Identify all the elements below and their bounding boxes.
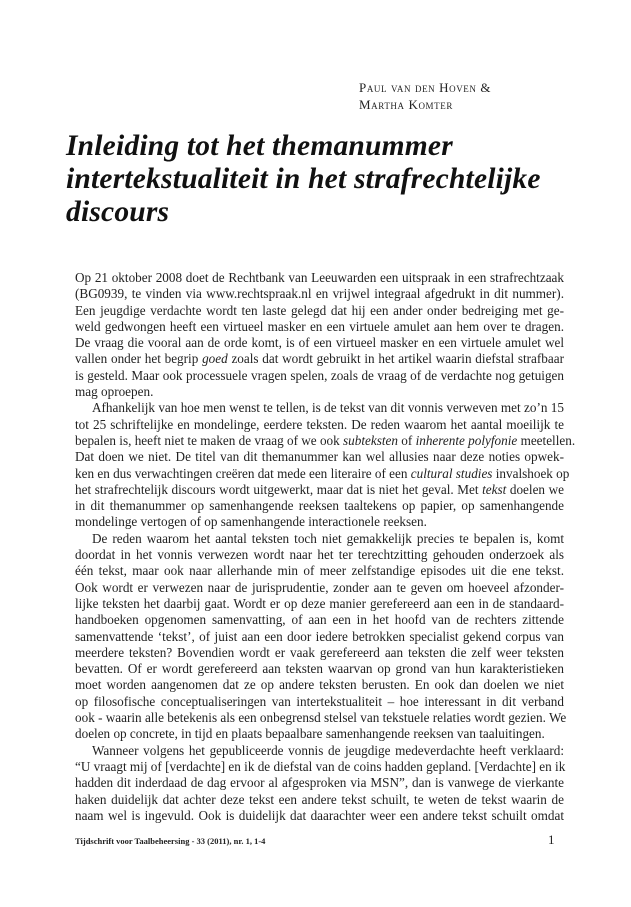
body-line: haken duidelijk dat achter deze tekst een andere tekst schuilt, te weten de tekst waarin de	[75, 791, 564, 807]
body-line: het strafrechtelijk discours wordt uitgewerkt, maar dat is niet het geval. Met tekst doelen we	[75, 481, 564, 497]
body-line: mondelinge vertogen of op samenhangende interactionele reeksen.	[75, 514, 427, 530]
body-line: mag oproepen.	[75, 384, 154, 400]
body-line: Afhankelijk van hoe men wenst te tellen, is de tekst van dit vonnis verweven met zo’n 15	[92, 400, 564, 416]
author-names	[359, 79, 491, 113]
title-line: Inleiding tot het themanummer	[66, 130, 453, 162]
body-line: lijke teksten het daarbij gaat. Wordt er op deze manier gerefereerd aan een in de standaard-	[75, 595, 564, 611]
body-line: moet worden aangenomen dat ze op andere teksten berusten. En ook dan doelen we niet	[75, 677, 564, 693]
body-line: doordat in het vonnis verwezen wordt naar het ter terechtzitting gehouden onderzoek als	[75, 547, 564, 563]
journal-citation: Tijdschrift voor Taalbeheersing - 33 (2011), nr. 1, 1-4	[75, 836, 266, 846]
body-line: Op 21 oktober 2008 doet de Rechtbank van Leeuwarden een uitspraak in een strafrechtzaak	[75, 270, 564, 285]
author-line: Paul van den Hoven &	[359, 80, 492, 95]
body-line: ken en dus verwachtingen creëren dat mede een literaire of een cultural studies invalshoek op	[75, 465, 570, 481]
body-line: Wanneer volgens het gepubliceerde vonnis de jeugdige medeverdachte heeft verklaard:	[92, 742, 564, 758]
body-line: meerdere teksten? Bovendien wordt er vaak gerefereerd aan teksten die zelf weer teksten	[75, 644, 564, 660]
title-line: intertekstualiteit in het strafrechtelijke	[66, 163, 541, 195]
body-line: op filosofische conceptualiseringen van intertekstualiteit – hoe interessant in dit verband	[75, 693, 564, 709]
body-line: één tekst, maar ook naar allerhande min of meer zelfstandige episodes uit die ene tekst.	[75, 563, 564, 579]
body-line: vallen onder het begrip goed zoals dat wordt gebruikt in het artikel waarin diefstal strafbaar	[75, 351, 564, 367]
body-line: naam wel is ingevuld. Ook is duidelijk dat daarachter weer een andere tekst schuilt omdat	[75, 807, 564, 823]
body-line: (BG0939, te vinden via www.rechtspraak.nl en vrijwel integraal afgedrukt in dit nummer).	[75, 286, 564, 302]
body-line: De reden waarom het aantal teksten toch niet gemakkelijk precies te bepalen is, komt	[92, 530, 564, 546]
body-line: “U vraagt mij of [verdachte] en ik de diefstal van de coins hadden gepland. [Verdachte] en ik	[75, 758, 566, 774]
article-title	[66, 130, 606, 229]
body-line: bepalen is, heeft niet te maken de vraag of we ook subteksten of inherente polyfonie meetellen.	[75, 432, 576, 448]
author-line: Martha Komter	[359, 97, 453, 112]
body-line: samenvattende ‘tekst’, of juist aan een door iedere betrokken specialist gekend corpus van	[75, 628, 564, 644]
title-line: discours	[66, 196, 170, 228]
body-line: Een jeugdige verdachte wordt ten laste gelegd dat hij een ander onder bedreiging met ge-	[75, 302, 564, 318]
body-line: handboeken opgenomen samenvatting, of aan een in het hoofd van de rechters zittende	[75, 612, 564, 628]
body-line: hadden dit inderdaad de dag ervoor al afgesproken via MSN”, dan is vanwege de vierkante	[75, 775, 564, 791]
article-body	[75, 270, 576, 824]
body-line: Dat doen we niet. De titel van dit themanummer kan wel allusies naar deze noties opwek-	[75, 449, 564, 465]
body-line: Ook wordt er verwezen naar de jurisprudentie, zonder aan te geven om hoeveel afzonder-	[75, 579, 564, 595]
body-line: bevatten. Of er wordt gerefereerd aan teksten waarvan op grond van hun karakteristieken	[75, 661, 564, 677]
body-line: weld gedwongen heeft een virtueel masker en een virtuele amulet aan hem over te dragen.	[75, 318, 564, 334]
body-line: in dit themanummer op samenhangende reeksen taaltekens op papier, op samenhangende	[75, 498, 564, 514]
body-line: is gesteld. Maar ook processuele vragen spelen, zoals de vraag of de verdachte nog getuigen	[75, 367, 564, 383]
body-line: De vraag die vooral aan de orde komt, is of een virtueel masker en een virtuele amulet wel	[75, 335, 564, 351]
page-number: 1	[548, 832, 555, 847]
body-line: doelen op concrete, in tijd en plaats bepaalbare samenhangende reeksen van taaluitingen.	[75, 726, 545, 742]
body-line: ook - waarin alle betekenis als een onbegrensd stelsel van tekstuele relaties wordt gezien. We	[75, 710, 567, 726]
body-line: tot 25 schriftelijke en mondelinge, eerdere teksten. De reden waarom het aantal moeilijk te	[75, 416, 564, 432]
